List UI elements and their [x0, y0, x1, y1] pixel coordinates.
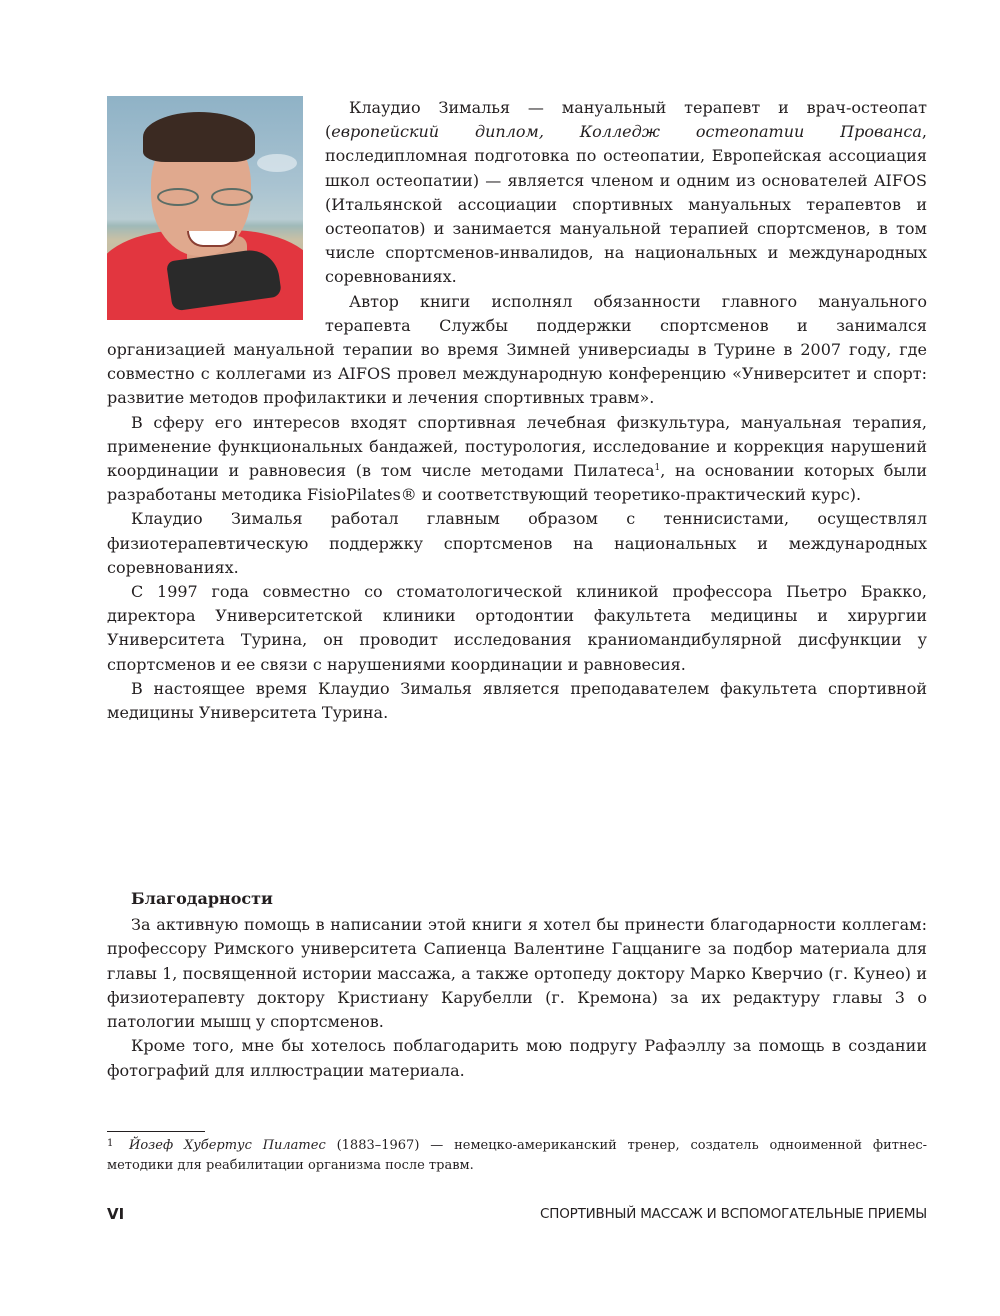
bio-paragraph-3	[107, 411, 927, 508]
footnote-number: 1	[107, 1138, 114, 1149]
footnote-text: (1883–1967) — немецко-американский тренер, создатель одноименной фитнес-методики для реабилитации организма после травм.	[107, 1138, 927, 1173]
lens-left	[157, 188, 199, 206]
page-footer	[107, 1205, 927, 1227]
hair-shape	[143, 112, 255, 162]
bio-paragraph-4: Клаудио Зималья работал главным образом с теннисистами, осуществлял физиотерапевтическую поддержку спортсменов на национальных и международных соревнованиях.	[107, 509, 927, 577]
acknowledgements-paragraph-1: За активную помощь в написании этой книги я хотел бы принести благодарности коллегам: профессору Римского университета Сапиенца Валентине Гаццаниге за подбор материала для главы 1, посвященной истории массажа, а также ортопеду доктору Марко Кверчио (г. Кунео) и физиотерапевту доктору Кристиану Карубелли (г. Кремона) за их редактуру главы 3 о патологии мышц у спортсменов.	[107, 915, 927, 1032]
bio-p3-before: В сферу его интересов входят спортивная лечебная физкультура, мануальная терапия, применение функциональных бандажей, постурология, исследование и коррекция нарушений координации и равновесия (в том числе методами Пилатеса	[107, 412, 927, 481]
section-spacer	[107, 725, 927, 887]
bio-paragraph-6: В настоящее время Клаудио Зималья является преподавателем факультета спортивной медицины Университета Турина.	[107, 678, 927, 723]
footnote-name: Йозеф Хубертус Пилатес	[129, 1138, 326, 1153]
footnote-ref[interactable]: 1	[654, 463, 661, 474]
running-title: СПОРТИВНЫЙ МАССАЖ И ВСПОМОГАТЕЛЬНЫЕ ПРИЕМЫ	[540, 1206, 927, 1222]
page-body	[107, 96, 927, 1083]
bio-p3-after: , на основании которых были разработаны методика FisioPilates® и соответствующий теоретико-практический курс).	[107, 461, 927, 505]
bio-p1-lead: Клаудио Зималья — мануальный терапевт и врач-остеопат (	[325, 98, 927, 142]
bio-p1-italic: европейский диплом, Колледж остеопатии Прованса	[331, 122, 922, 142]
bio-paragraph-2: Автор книги исполнял обязанности главного мануального терапевта Службы поддержки спортсменов и занимался организацией мануальной терапии во время Зимней универсиады в Турине в 2007 году, где совместно с коллегами из AIFOS провел международную конференцию «Университет и спорт: развитие методов профилактики и лечения спортивных травм».	[107, 291, 927, 408]
footnote	[107, 1134, 927, 1176]
acknowledgements-heading: Благодарности	[131, 889, 273, 909]
acknowledgements-paragraph-2: Кроме того, мне бы хотелось поблагодарить мою подругу Рафаэллу за помощь в создании фотографий для иллюстрации материала.	[107, 1036, 927, 1080]
author-photo	[107, 96, 303, 320]
bio-p1-rest: , последипломная подготовка по остеопатии, Европейская ассоциация школ остеопатии) — является членом и одним из основателей AIFOS (Итальянской ассоциации спортивных мануальных терапевтов и остеопатов) и занимается мануальной терапией спортсменов, в том числе спортсменов-инвалидов, на национальных и международных соревнованиях.	[325, 122, 927, 287]
footnote-divider	[107, 1131, 205, 1132]
bio-paragraph-5: С 1997 года совместно со стоматологической клиникой профессора Пьетро Бракко, директора Университетской клиники ортодонтии факультета медицины и хирургии Университета Турина, он проводит исследования краниомандибулярной дисфункции у спортсменов и ее связи с нарушениями координации и равновесия.	[107, 582, 927, 674]
cloud-shape	[257, 154, 297, 172]
glasses-shape	[157, 188, 253, 204]
page-number: VI	[107, 1205, 125, 1223]
lens-right	[211, 188, 253, 206]
